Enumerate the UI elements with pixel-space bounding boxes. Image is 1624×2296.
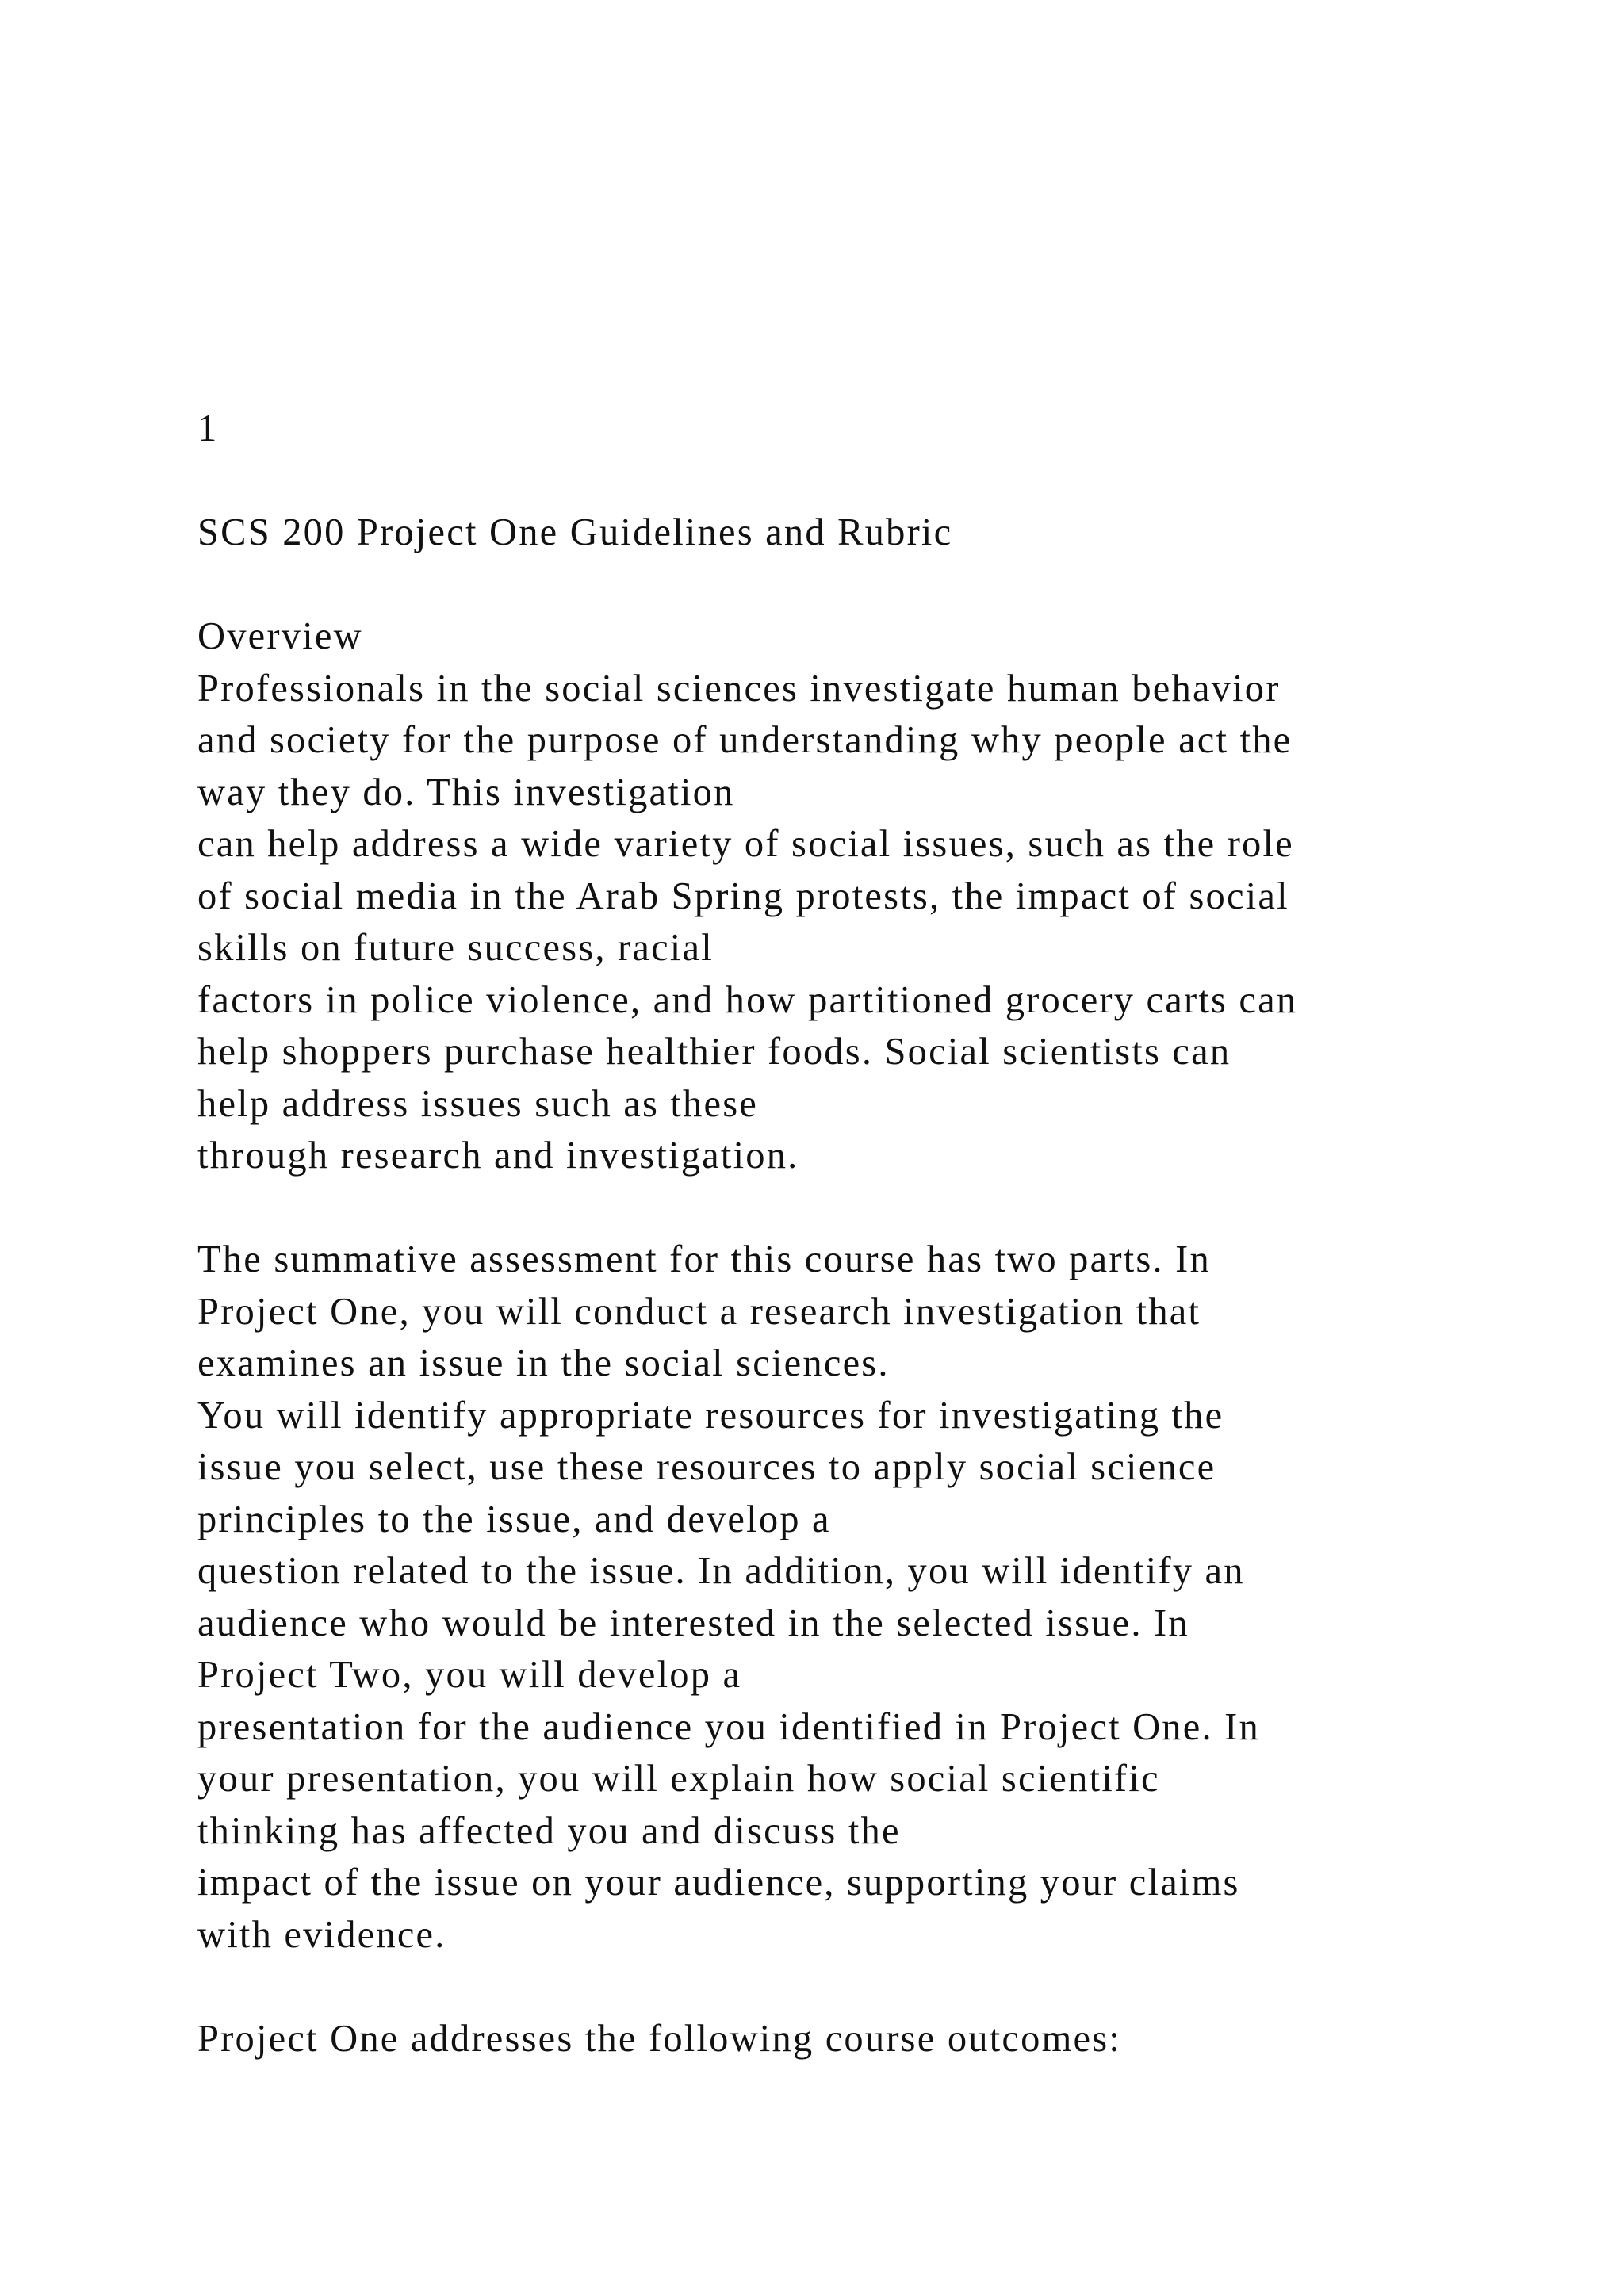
paragraph-line: way they do. This investigation bbox=[197, 771, 735, 813]
section-heading-overview: Overview bbox=[197, 615, 363, 657]
paragraph-line: through research and investigation. bbox=[197, 1135, 799, 1177]
paragraph-line: of social media in the Arab Spring protests, the impact of social bbox=[197, 874, 1289, 917]
paragraph-line: skills on future success, racial bbox=[197, 927, 714, 969]
paragraph-line: principles to the issue, and develop a bbox=[197, 1498, 831, 1540]
paragraph-line: issue you select, use these resources to apply social science bbox=[197, 1446, 1216, 1488]
paragraph-line: Project Two, you will develop a bbox=[197, 1654, 742, 1696]
paragraph-line: Professionals in the social sciences investigate human behavior bbox=[197, 667, 1281, 710]
blank-line bbox=[197, 559, 1593, 611]
paragraph-line: examines an issue in the social sciences. bbox=[197, 1342, 890, 1384]
paragraph-line: Project One, you will conduct a research investigation that bbox=[197, 1290, 1201, 1333]
paragraph-line: and society for the purpose of understanding why people act the bbox=[197, 719, 1293, 761]
paragraph-line: Project One addresses the following course outcomes: bbox=[197, 2017, 1121, 2060]
paragraph-line: with evidence. bbox=[197, 1913, 446, 1956]
paragraph-line: your presentation, you will explain how social scientific bbox=[197, 1758, 1160, 1800]
paragraph-line: The summative assessment for this course has two parts. In bbox=[197, 1238, 1211, 1280]
blank-line bbox=[197, 455, 1593, 507]
blank-line bbox=[197, 1182, 1593, 1234]
paragraph-line: impact of the issue on your audience, supporting your claims bbox=[197, 1862, 1240, 1904]
paragraph-line: can help address a wide variety of social issues, such as the role bbox=[197, 823, 1294, 865]
document-title: SCS 200 Project One Guidelines and Rubric bbox=[197, 511, 953, 553]
page-number: 1 bbox=[197, 408, 219, 450]
document-text bbox=[197, 403, 1593, 2064]
paragraph-line: audience who would be interested in the selected issue. In bbox=[197, 1601, 1189, 1644]
paragraph-line: factors in police violence, and how partitioned grocery carts can bbox=[197, 978, 1298, 1021]
paragraph-line: question related to the issue. In addition, you will identify an bbox=[197, 1550, 1245, 1592]
paragraph-line: help address issues such as these bbox=[197, 1082, 759, 1125]
paragraph-line: You will identify appropriate resources for investigating the bbox=[197, 1394, 1224, 1437]
paragraph-line: presentation for the audience you identified in Project One. In bbox=[197, 1705, 1260, 1748]
paragraph-line: thinking has affected you and discuss the bbox=[197, 1809, 901, 1852]
blank-line bbox=[197, 1961, 1593, 2013]
paragraph-line: help shoppers purchase healthier foods. Social scientists can bbox=[197, 1031, 1231, 1073]
